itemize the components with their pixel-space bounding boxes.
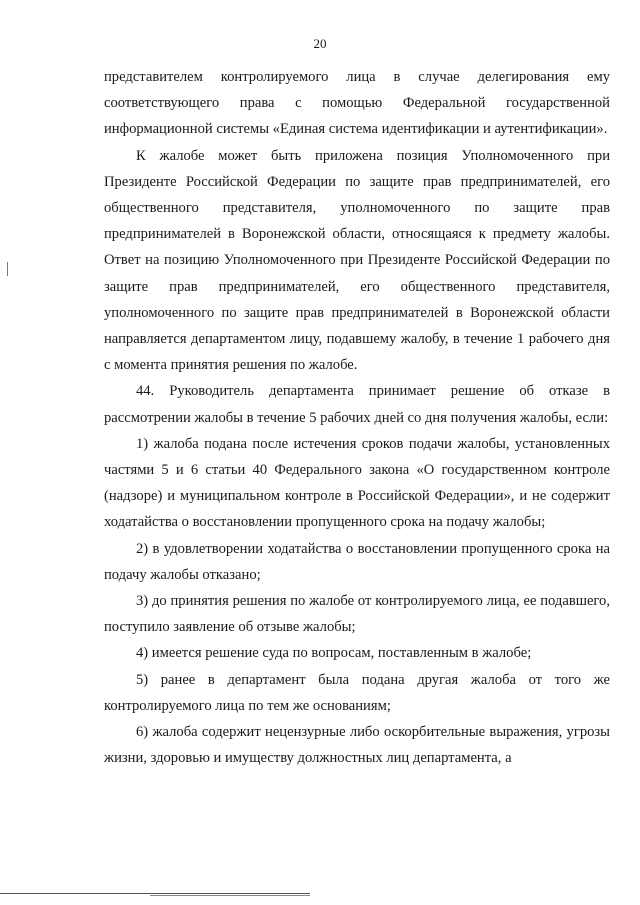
footer-rule (0, 893, 310, 894)
list-item: 6) жалоба содержит нецензурные либо оскорбительные выражения, угрозы жизни, здоровью и имуществу должностных лиц департамента, а (104, 724, 610, 767)
paragraph: К жалобе может быть приложена позиция Уполномоченного при Президенте Российской Федерации по защите прав предпринимателей, его общественного представителя, уполномоченного по защите прав предпринимателей в Воронежской области, относящаяся к предмету жалобы. Ответ на позицию Уполномоченного при Президенте Российской Федерации по защите прав предпринимателей, его общественного представителя, уполномоченного по защите прав предпринимателей в Воронежской области направляется департаментом лицу, подавшему жалобу, в течение 1 рабочего дня с момента принятия решения по жалобе. (104, 147, 610, 374)
paragraph: 44. Руководитель департамента принимает решение об отказе в рассмотрении жалобы в течение 5 рабочих дней со дня получения жалобы, если: (104, 383, 610, 426)
list-item: 3) до принятия решения по жалобе от контролируемого лица, ее подавшего, поступило заявление об отзыве жалобы; (104, 593, 610, 636)
footer-rule-secondary (150, 895, 310, 896)
page-number: 20 (313, 36, 327, 51)
paragraph: представителем контролируемого лица в случае делегирования ему соответствующего права с помощью Федеральной государственной информационной системы «Единая система идентификации и аутентификации». (104, 69, 610, 138)
list-item: 2) в удовлетворении ходатайства о восстановлении пропущенного срока на подачу жалобы отказано; (104, 540, 610, 583)
list-item: 5) ранее в департамент была подана другая жалоба от того же контролируемого лица по тем же основаниям; (104, 671, 610, 714)
margin-mark (7, 262, 8, 276)
list-item: 1) жалоба подана после истечения сроков подачи жалобы, установленных частями 5 и 6 статьи 40 Федерального закона «О государственном контроле (надзоре) и муниципальном контроле в Российской Федерации», и не содержит ходатайства о восстановлении пропущенного срока на подачу жалобы; (104, 435, 610, 531)
list-item: 4) имеется решение суда по вопросам, поставленным в жалобе; (136, 645, 532, 662)
document-body (104, 64, 610, 771)
